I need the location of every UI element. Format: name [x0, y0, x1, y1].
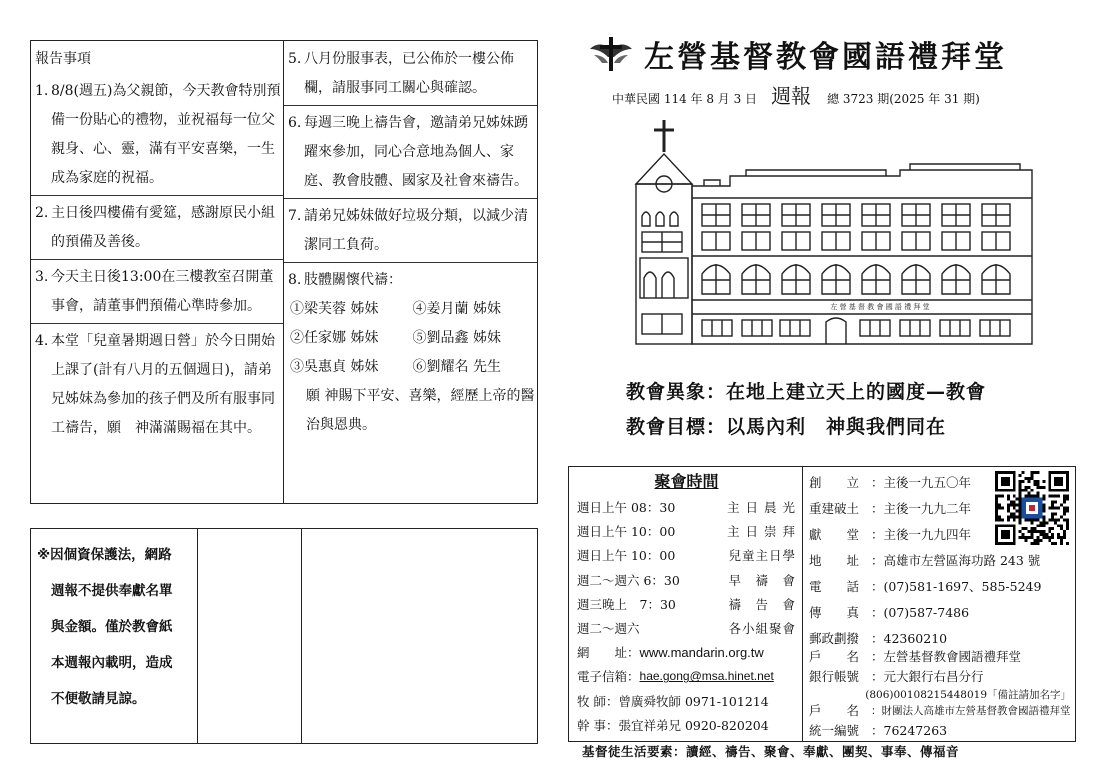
service-times [569, 467, 803, 741]
service-row: 週日上午 10：00 兒童主日學 [577, 548, 796, 564]
divider [31, 259, 283, 260]
announcements-box [30, 40, 538, 504]
founded-row: 創 立 ：主後一九五〇年 [809, 475, 972, 490]
rebuild-row: 重建破土 ：主後一九九二年 [809, 501, 972, 516]
privacy-note: ※因個資保護法，網路 週報不提供奉獻名單 與金額。僅於教會紙 本週報內載明，造成 不便敬請見諒。 [31, 529, 198, 743]
announcement-item-3: 3. 今天主日後13:00在三樓教室召開董事會，請董事們預備心準時參加。 [35, 269, 274, 314]
church-vision: 教會異象：在地上建立天上的國度—教會 [626, 381, 987, 403]
church-details [803, 467, 1075, 741]
address-row: 地 址 ：高雄市左營區海功路 243 號 [809, 553, 1041, 568]
postal-row: 郵政劃撥 ：42360210 [809, 631, 948, 646]
deacon-row: 幹 事：張宜祥弟兄 0920-820204 [577, 717, 769, 733]
service-info-box [568, 466, 1076, 742]
dateline [612, 80, 1052, 109]
masthead [588, 32, 1058, 76]
divider [284, 105, 537, 106]
church-name: 左營基督教會國語禮拜堂 [644, 40, 1007, 75]
announcement-item-4: 4. 本堂「兒童暑期週日營」於今日開始上課了(計有八月的五個週日)，請弟兄姊妹為參加的孩子們及所有服事同工禱告，願 神滿滿賜福在其中。 [35, 333, 275, 436]
offering-empty-column [198, 529, 302, 743]
pastor-row: 牧 師：曾廣舜牧師 0971-101214 [577, 693, 769, 709]
offering-box [30, 528, 538, 744]
service-row: 週二～週六 6：30 早 禱 會 [577, 572, 796, 588]
prayer-list [288, 295, 535, 440]
christian-life-essentials: 基督徒生活要素：讀經、禱告、聚會、奉獻、團契、事奉、傳福音 [582, 744, 960, 759]
announcements-heading: 報告事項 [35, 51, 91, 67]
service-row: 週日上午 08：30 主 日 晨 光 [577, 500, 796, 516]
service-row: 週日上午 10：00 主 日 崇 拜 [577, 524, 796, 540]
prayer-row: ②任家娜 姊妹 ⑤劉品鑫 姊妹 [290, 330, 501, 346]
prayer-row: ③吳惠貞 姊妹 ⑥劉耀名 先生 [290, 359, 501, 375]
postal-name-row: 戶 名 ：左營基督教會國語禮拜堂 [809, 649, 1022, 664]
service-row: 週二～週六 各小組聚會 [577, 621, 796, 637]
bank-account-number: (806)00108215448019「備註請加名字」 [865, 689, 1071, 701]
bulletin-date: 中華民國 114 年 8 月 3 日 [612, 92, 758, 106]
announcement-item-7: 7. 請弟兄姊妹做好垃圾分類，以減少清潔同工負荷。 [288, 208, 528, 253]
qr-code-icon[interactable] [995, 471, 1069, 545]
bank-row: 銀行帳號 ：元大銀行右昌分行 [809, 669, 984, 684]
prayer-blessing: 願 神賜下平安、喜樂，經歷上帝的醫治與恩典。 [306, 388, 535, 433]
bank-name-row: 戶 名 ：財團法人高雄市左營基督教會國語禮拜堂 [809, 703, 1071, 718]
announcement-item-6: 6. 每週三晚上禱告會，邀請弟兄姊妹踴躍來參加，同心合意地為個人、家庭、教會肢體、國家及社會來禱告。 [288, 115, 528, 189]
email-row: 電子信箱： hae.gong@msa.hinet.net [577, 669, 774, 685]
building-sign: 左 營 基 督 教 會 國 語 禮 拜 堂 [830, 303, 930, 311]
website-row: 網 址： www.mandarin.org.tw [577, 644, 764, 661]
website-link[interactable]: www.mandarin.org.tw [639, 644, 764, 660]
announcements-left-column [31, 41, 284, 503]
phone-row: 電 話 ：(07)581-1697、585-5249 [809, 579, 1042, 594]
announcement-item-1: 1. 8/8(週五)為父親節，今天教會特別預備一份貼心的禮物，並祝福每一位父親身、心、靈，滿有平安喜樂，一生成為家庭的祝福。 [35, 83, 281, 186]
prayer-row: ①梁芙蓉 姊妹 ④姜月蘭 姊妹 [290, 301, 501, 317]
divider [31, 195, 283, 196]
divider [31, 323, 283, 324]
announcements-right-column [284, 41, 537, 503]
dedication-row: 獻 堂 ：主後一九九四年 [809, 527, 972, 542]
divider [284, 262, 537, 263]
issue-number: 總 3723 期(2025 年 31 期) [827, 92, 980, 106]
church-logo-icon [588, 35, 634, 73]
email-link[interactable]: hae.gong@msa.hinet.net [639, 669, 774, 684]
church-building-illustration [630, 118, 1038, 354]
church-goal: 教會目標：以馬內利 神與我們同在 [626, 416, 947, 438]
announcement-item-2: 2. 主日後四樓備有愛筵，感謝原民小組的預備及善後。 [35, 205, 275, 250]
announcement-item-5: 5. 八月份服事表，已公佈於一樓公佈欄，請服事同工關心與確認。 [288, 51, 514, 96]
service-times-heading: 聚會時間 [654, 472, 719, 491]
tax-id-row: 統一編號 ：76247263 [809, 723, 948, 738]
divider [284, 198, 537, 199]
fax-row: 傳 真 ：(07)587-7486 [809, 605, 970, 620]
announcement-item-8: 8. 肢體關懷代禱： [288, 272, 402, 288]
bulletin-label: 週報 [771, 84, 812, 108]
offering-empty-column [302, 529, 537, 743]
service-row: 週三晚上 7：30 禱 告 會 [577, 596, 796, 612]
